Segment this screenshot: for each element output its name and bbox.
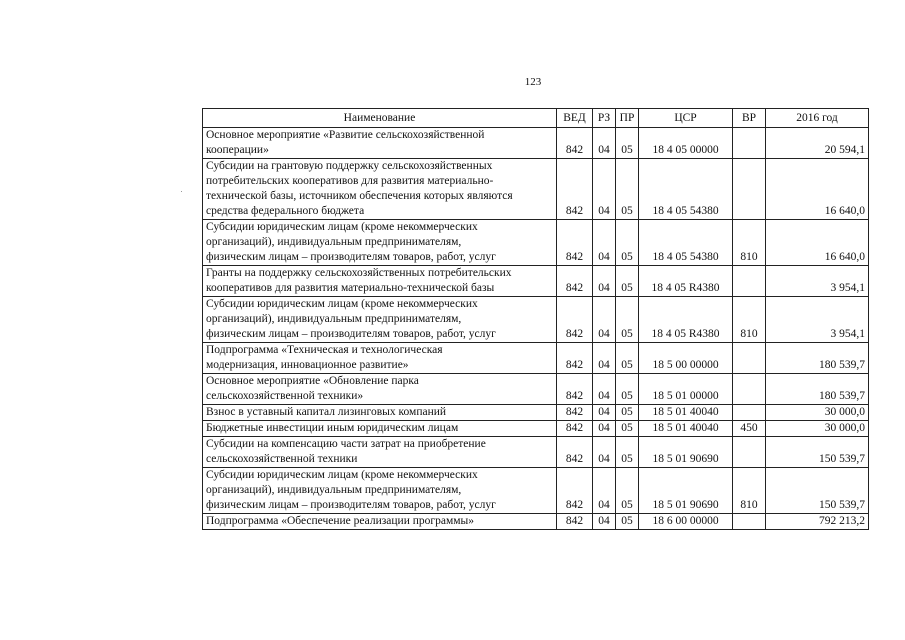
row-csr: 18 5 01 00000 (639, 374, 733, 405)
table-row (203, 468, 869, 514)
row-name: Субсидии на компенсацию части затрат на приобретение сельскохозяйственной техники (203, 437, 557, 468)
row-vr (733, 374, 766, 405)
table-row (203, 405, 869, 421)
row-amount: 30 000,0 (766, 405, 869, 421)
row-name: Подпрограмма «Обеспечение реализации программы» (203, 514, 557, 530)
row-name: Подпрограмма «Техническая и технологическая модернизация, инновационное развитие» (203, 343, 557, 374)
row-pr: 05 (616, 405, 639, 421)
row-amount: 180 539,7 (766, 374, 869, 405)
row-csr: 18 5 01 90690 (639, 437, 733, 468)
table-row (203, 421, 869, 437)
row-amount: 16 640,0 (766, 159, 869, 220)
row-csr: 18 5 01 40040 (639, 421, 733, 437)
row-csr: 18 4 05 R4380 (639, 266, 733, 297)
row-pr: 05 (616, 468, 639, 514)
row-name: Субсидии юридическим лицам (кроме некоммерческих организаций), индивидуальным предпринимателям, физическим лицам – производителям товаров, работ, услуг (203, 468, 557, 514)
table-row (203, 514, 869, 530)
row-pr: 05 (616, 514, 639, 530)
row-vr (733, 343, 766, 374)
row-pr: 05 (616, 297, 639, 343)
row-csr: 18 5 00 00000 (639, 343, 733, 374)
row-name: Субсидии на грантовую поддержку сельскохозяйственных потребительских кооперативов для развития материально- технической базы, источником обеспечения которых являются средства федерального бюджета (203, 159, 557, 220)
row-rz: 04 (593, 468, 616, 514)
row-vr (733, 128, 766, 159)
row-vr (733, 437, 766, 468)
row-ved: 842 (557, 128, 593, 159)
row-name: Гранты на поддержку сельскохозяйственных потребительских кооперативов для развития материально-технической базы (203, 266, 557, 297)
table-header-row (203, 109, 869, 128)
table-row (203, 297, 869, 343)
row-pr: 05 (616, 159, 639, 220)
row-csr: 18 5 01 40040 (639, 405, 733, 421)
row-ved: 842 (557, 220, 593, 266)
table-row (203, 266, 869, 297)
row-pr: 05 (616, 343, 639, 374)
row-name: Основное мероприятие «Развитие сельскохозяйственной кооперации» (203, 128, 557, 159)
row-ved: 842 (557, 468, 593, 514)
row-vr (733, 405, 766, 421)
row-csr: 18 4 05 54380 (639, 159, 733, 220)
row-vr (733, 514, 766, 530)
row-vr: 810 (733, 220, 766, 266)
row-rz: 04 (593, 343, 616, 374)
row-pr: 05 (616, 220, 639, 266)
header-name: Наименование (203, 109, 557, 128)
header-pr: ПР (616, 109, 639, 128)
header-year: 2016 год (766, 109, 869, 128)
row-amount: 16 640,0 (766, 220, 869, 266)
row-ved: 842 (557, 159, 593, 220)
row-ved: 842 (557, 343, 593, 374)
row-ved: 842 (557, 374, 593, 405)
row-name: Основное мероприятие «Обновление парка сельскохозяйственной техники» (203, 374, 557, 405)
table-row (203, 220, 869, 266)
header-vr: ВР (733, 109, 766, 128)
row-amount: 180 539,7 (766, 343, 869, 374)
row-amount: 30 000,0 (766, 421, 869, 437)
table-row (203, 159, 869, 220)
row-rz: 04 (593, 128, 616, 159)
row-rz: 04 (593, 514, 616, 530)
row-rz: 04 (593, 266, 616, 297)
row-ved: 842 (557, 266, 593, 297)
row-amount: 3 954,1 (766, 297, 869, 343)
row-amount: 3 954,1 (766, 266, 869, 297)
row-csr: 18 6 00 00000 (639, 514, 733, 530)
row-pr: 05 (616, 374, 639, 405)
row-amount: 150 539,7 (766, 437, 869, 468)
row-ved: 842 (557, 405, 593, 421)
row-vr: 450 (733, 421, 766, 437)
row-pr: 05 (616, 266, 639, 297)
table-row (203, 374, 869, 405)
row-vr (733, 159, 766, 220)
row-csr: 18 4 05 00000 (639, 128, 733, 159)
row-rz: 04 (593, 220, 616, 266)
row-pr: 05 (616, 421, 639, 437)
header-csr: ЦСР (639, 109, 733, 128)
row-vr: 810 (733, 297, 766, 343)
row-vr: 810 (733, 468, 766, 514)
row-rz: 04 (593, 421, 616, 437)
row-amount: 20 594,1 (766, 128, 869, 159)
row-rz: 04 (593, 297, 616, 343)
row-rz: 04 (593, 437, 616, 468)
table-row (203, 128, 869, 159)
row-rz: 04 (593, 374, 616, 405)
row-ved: 842 (557, 297, 593, 343)
row-name: Бюджетные инвестиции иным юридическим лицам (203, 421, 557, 437)
row-csr: 18 4 05 54380 (639, 220, 733, 266)
row-ved: 842 (557, 437, 593, 468)
row-rz: 04 (593, 159, 616, 220)
row-rz: 04 (593, 405, 616, 421)
row-csr: 18 4 05 R4380 (639, 297, 733, 343)
header-rz: РЗ (593, 109, 616, 128)
page-number: 123 (524, 76, 542, 88)
row-ved: 842 (557, 514, 593, 530)
row-vr (733, 266, 766, 297)
row-amount: 792 213,2 (766, 514, 869, 530)
row-pr: 05 (616, 437, 639, 468)
row-pr: 05 (616, 128, 639, 159)
row-name: Субсидии юридическим лицам (кроме некоммерческих организаций), индивидуальным предпринимателям, физическим лицам – производителям товаров, работ, услуг (203, 297, 557, 343)
row-ved: 842 (557, 421, 593, 437)
row-csr: 18 5 01 90690 (639, 468, 733, 514)
table-row (203, 343, 869, 374)
budget-table (202, 108, 869, 530)
header-ved: ВЕД (557, 109, 593, 128)
table-row (203, 437, 869, 468)
row-amount: 150 539,7 (766, 468, 869, 514)
scan-mark (181, 191, 182, 192)
row-name: Взнос в уставный капитал лизинговых компаний (203, 405, 557, 421)
row-name: Субсидии юридическим лицам (кроме некоммерческих организаций), индивидуальным предпринимателям, физическим лицам – производителям товаров, работ, услуг (203, 220, 557, 266)
